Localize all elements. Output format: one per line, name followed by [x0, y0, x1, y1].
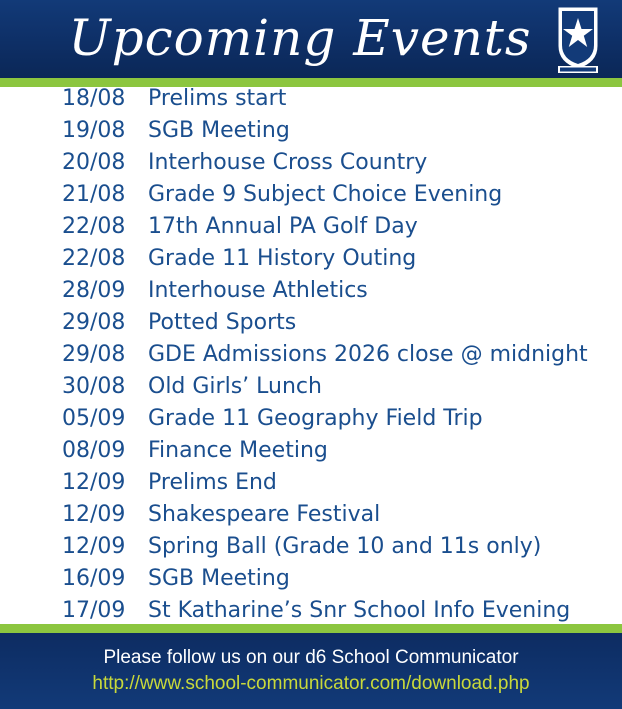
event-date: 19/08 [62, 118, 126, 143]
list-item [0, 307, 622, 339]
event-date: 22/08 [62, 214, 126, 239]
footer-follow-text: Please follow us on our d6 School Communicator [103, 647, 519, 668]
event-date: 30/08 [62, 374, 126, 399]
list-item [0, 403, 622, 435]
event-date: 29/08 [62, 342, 126, 367]
event-name: Grade 9 Subject Choice Evening [148, 182, 503, 207]
event-date: 18/08 [62, 86, 126, 111]
event-name: SGB Meeting [148, 118, 290, 143]
event-name: Grade 11 History Outing [148, 246, 417, 271]
event-date: 05/09 [62, 406, 126, 431]
event-name: Prelims start [148, 86, 287, 111]
list-item [0, 83, 622, 115]
event-name: 17th Annual PA Golf Day [148, 214, 418, 239]
list-item [0, 435, 622, 467]
list-item [0, 499, 622, 531]
event-date: 22/08 [62, 246, 126, 271]
event-name: Grade 11 Geography Field Trip [148, 406, 483, 431]
event-date: 12/09 [62, 534, 126, 559]
footer-banner [0, 633, 622, 709]
event-name: Old Girls’ Lunch [148, 374, 322, 399]
event-name: Interhouse Athletics [148, 278, 368, 303]
list-item [0, 531, 622, 563]
event-date: 20/08 [62, 150, 126, 175]
event-name: SGB Meeting [148, 566, 290, 591]
school-crest-star-icon [556, 6, 600, 76]
event-name: Potted Sports [148, 310, 297, 335]
event-name: Spring Ball (Grade 10 and 11s only) [148, 534, 542, 559]
list-item [0, 243, 622, 275]
bottom-accent-bar [0, 624, 622, 633]
list-item [0, 339, 622, 371]
list-item [0, 211, 622, 243]
list-item [0, 179, 622, 211]
event-date: 28/09 [62, 278, 126, 303]
list-item [0, 595, 622, 627]
event-date: 21/08 [62, 182, 126, 207]
event-date: 12/09 [62, 502, 126, 527]
page-title: Upcoming Events [68, 9, 532, 67]
list-item [0, 115, 622, 147]
event-name: St Katharine’s Snr School Info Evening [148, 598, 571, 623]
event-name: GDE Admissions 2026 close @ midnight [148, 342, 588, 367]
event-date: 29/08 [62, 310, 126, 335]
header-banner [0, 0, 622, 78]
list-item [0, 275, 622, 307]
event-date: 08/09 [62, 438, 126, 463]
event-date: 16/09 [62, 566, 126, 591]
event-date: 12/09 [62, 470, 126, 495]
event-name: Prelims End [148, 470, 277, 495]
footer-download-link[interactable]: http://www.school-communicator.com/download.php [92, 673, 530, 694]
event-name: Interhouse Cross Country [148, 150, 428, 175]
list-item [0, 147, 622, 179]
event-date: 17/09 [62, 598, 126, 623]
list-item [0, 563, 622, 595]
event-name: Finance Meeting [148, 438, 328, 463]
list-item [0, 467, 622, 499]
event-name: Shakespeare Festival [148, 502, 381, 527]
events-list [0, 87, 622, 624]
list-item [0, 371, 622, 403]
